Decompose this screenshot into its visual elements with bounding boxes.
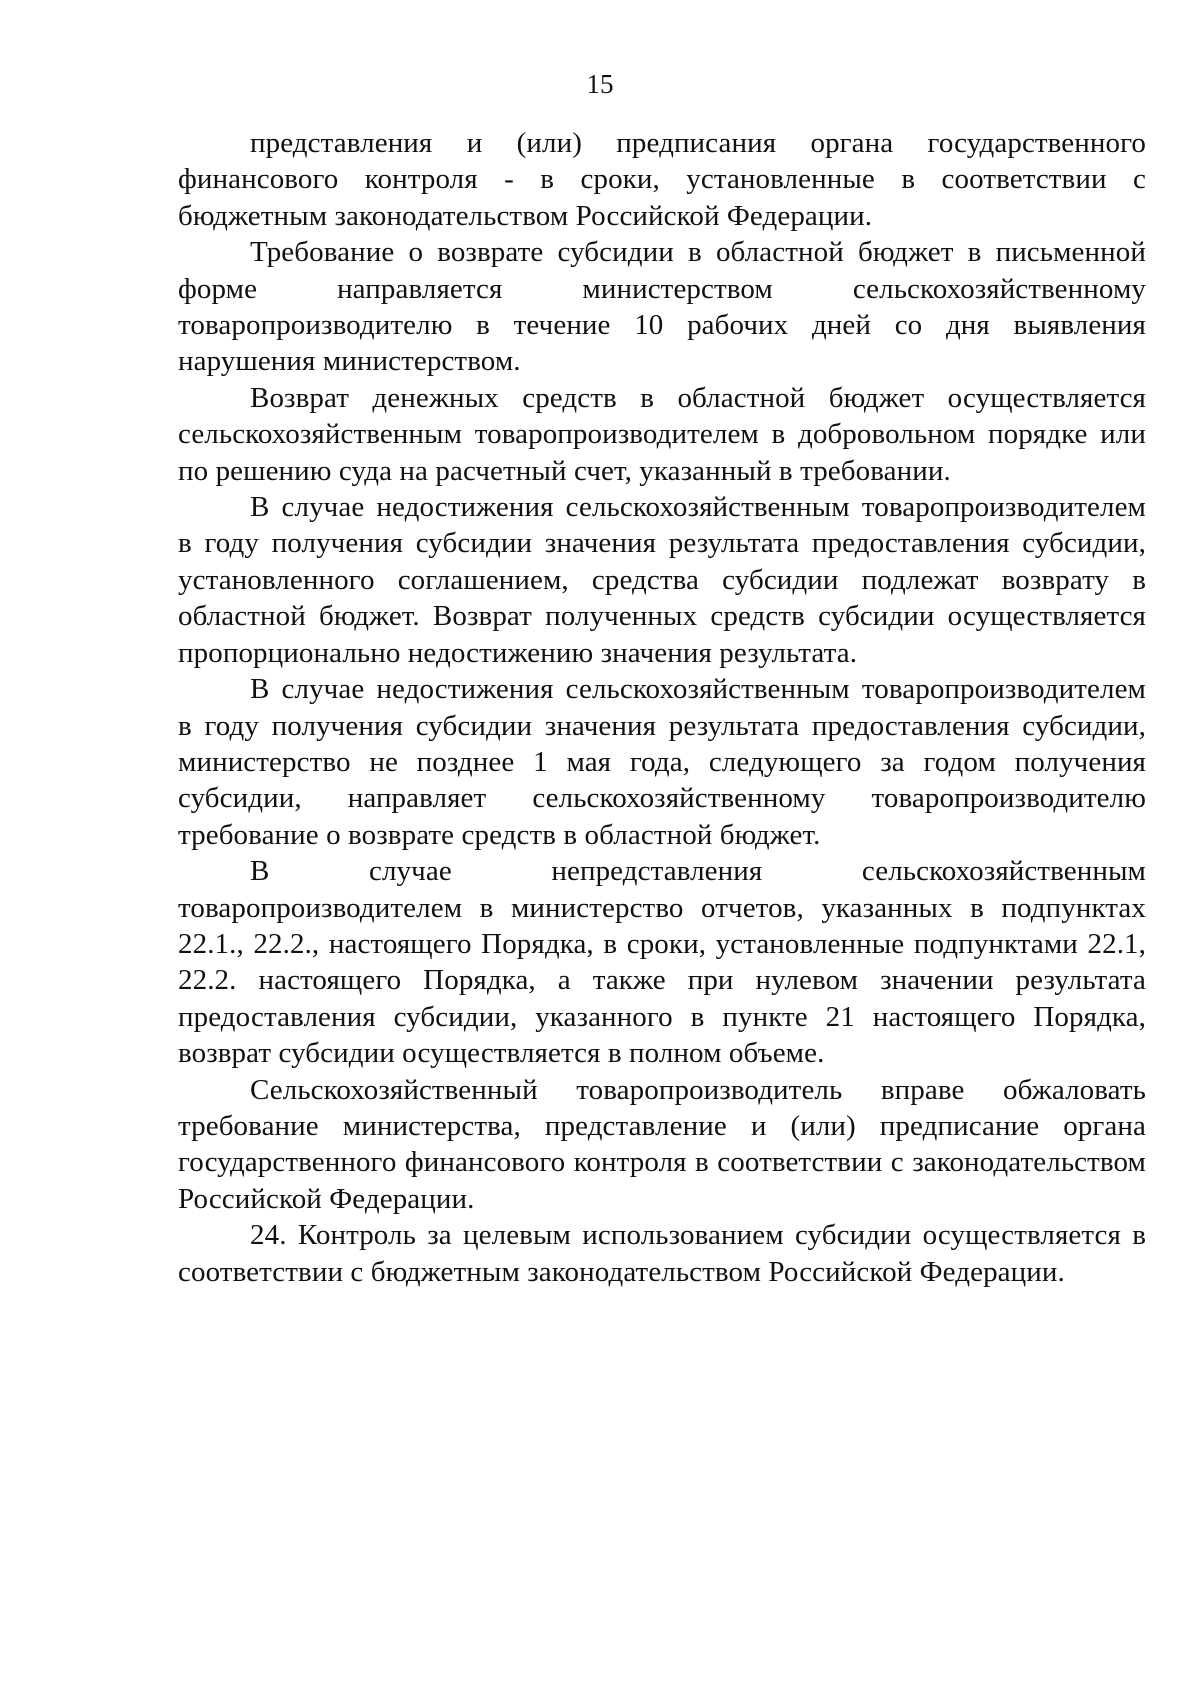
paragraph-appeal: Сельскохозяйственный товаропроизводитель вправе обжаловать требование министерства, представление и (или) предписание органа государственного финансового контроля в соответствии с законодательством Российской Федерации. [178,1073,1146,1215]
paragraph-item-24-control: 24. Контроль за целевым использованием субсидии осуществляется в соответствии с бюджетным законодательством Российской Федерации. [178,1219,1146,1288]
paragraph-return-requirement: Требование о возврате субсидии в областной бюджет в письменной форме направляется министерством сельскохозяйственному товаропроизводителю в течение 10 рабочих дней со дня выявления нарушения министерством. [178,236,1146,378]
paragraph-underachievement-deadline: В случае недостижения сельскохозяйственным товаропроизводителем в году получения субсидии значения результата предоставления субсидии, министерство не позднее 1 мая года, следующего за годом получения субсидии, направляет сельскохозяйственному товаропроизводителю требование о возврате средств в областной бюджет. [178,673,1146,851]
paragraph-continuation: представления и (или) предписания органа государственного финансового контроля - в сроки, установленные в соответствии с бюджетным законодательством Российской Федерации. [178,127,1146,232]
document-body [178,125,1146,1290]
paragraph-underachievement-return: В случае недостижения сельскохозяйственным товаропроизводителем в году получения субсидии значения результата предоставления субсидии, установленного соглашением, средства субсидии подлежат возврату в областной бюджет. Возврат полученных средств субсидии осуществляется пропорционально недостижению значения результата. [178,491,1146,669]
paragraph-return-procedure: Возврат денежных средств в областной бюджет осуществляется сельскохозяйственным товаропроизводителем в добровольном порядке или по решению суда на расчетный счет, указанный в требовании. [178,381,1146,487]
page-number: 15 [586,69,614,99]
paragraph-non-submission: В случае непредставления сельскохозяйственным товаропроизводителем в министерство отчетов, указанных в подпунктах 22.1., 22.2., настоящего Порядка, в сроки, установленные подпунктами 22.1, 22.2. настоящего Порядка, а также при нулевом значении результата предоставления субсидии, указанного в пункте 21 настоящего Порядка, возврат субсидии осуществляется в полном объеме. [178,855,1146,1070]
